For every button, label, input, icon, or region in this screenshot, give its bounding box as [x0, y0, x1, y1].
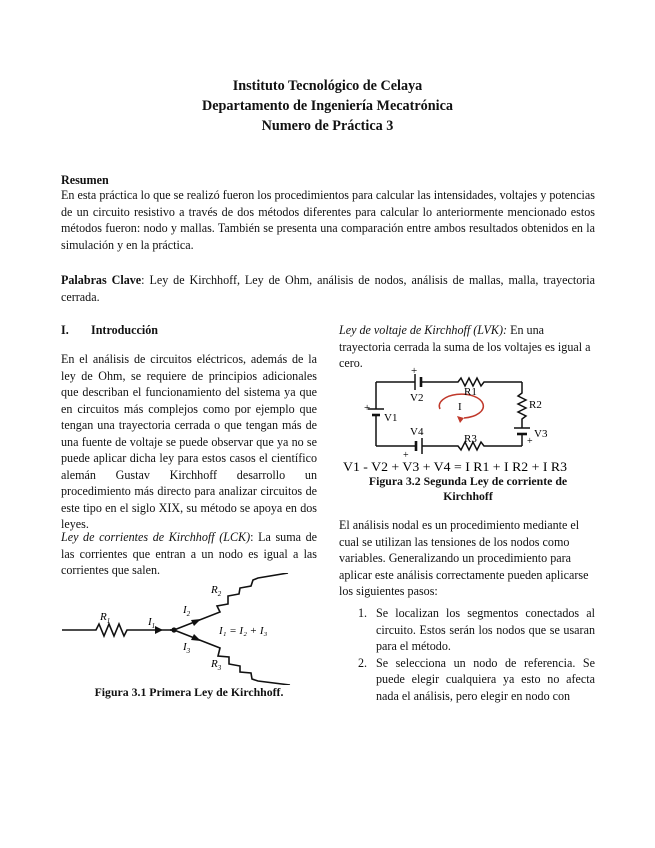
fig1-wire-r2: [174, 573, 288, 630]
fig2-label-v3: V3: [534, 428, 548, 440]
keywords-label: Palabras Clave: [61, 273, 142, 287]
fig1-equation: I₁ = I₂ + I₃: [219, 625, 268, 637]
svg-text:R2: [210, 584, 222, 598]
fig1-arrow-i3: [191, 634, 201, 641]
section-number: I.: [61, 323, 69, 337]
fig2-label-v1-plus: +: [364, 402, 371, 414]
lck-paragraph: [61, 529, 317, 579]
fig1-wire-r3: [174, 630, 290, 685]
fig1-label-i1: I: [148, 616, 152, 628]
svg-text:R1: [99, 611, 110, 625]
nodal-step-2: [339, 655, 595, 705]
figure-kvl-circuit: [340, 366, 596, 476]
fig2-r2: [518, 382, 526, 428]
fig2-label-v2-plus: +: [411, 366, 418, 377]
lvk-paragraph: [339, 322, 595, 372]
fig2-label-r1: R1: [464, 386, 477, 398]
abstract-text: En esta práctica lo que se realizó fueron los procedimientos para calcular las intensidades, voltajes y potencias de un circuito resistivo a través de dos métodos diferentes para calcular lo anteriormente mencionado estos métodos fueron: nodo y mallas. También se presenta una comparación entre ambos resultados obtenidos en la simulación y en la práctica.: [61, 188, 595, 252]
fig2-label-v1: V1: [384, 412, 398, 424]
fig2-label-v4-plus: +: [403, 450, 409, 461]
nodal-step-2-text: Se selecciona un nodo de referencia. Se puede elegir cualquiera ya esto no afecta nada el análisis, pero elegir en nodo con: [376, 655, 595, 703]
intro-paragraph: En el análisis de circuitos eléctricos, además de la ley de Ohm, se requiere de principios adicionales que describan el funcionamiento del sistema ya que en circuitos más complejos como por ejemplo que tengan una trayectoria cerrada o que tengan más de una fuente de voltaje se puede observar que ya no se puede aplicar dicha ley para estos casos el científico alemán Gustav Kirchhoff desarrollo un procedimiento más directo para analizar circuitos de este tipo en el siglo XIX, su método se apoya en dos leyes.: [61, 352, 317, 531]
svg-text:I1: [147, 616, 155, 630]
lvk-text: En una trayectoria cerrada la suma de los voltajes es igual a cero.: [339, 323, 591, 370]
nodal-step-1: [339, 605, 595, 655]
fig1-label-r1: R: [100, 611, 107, 623]
fig1-label-i2-sub: 2: [186, 610, 191, 618]
lvk-term: Ley de voltaje de Kirchhoff (LVK):: [339, 323, 508, 337]
fig2-label-v3-plus: +: [527, 436, 533, 447]
practice-title: Numero de Práctica 3: [261, 118, 394, 134]
lck-text: : La suma de las corrientes que entran a un nodo es igual a las corrientes que salen.: [61, 530, 317, 577]
institution-title: Instituto Tecnológico de Celaya: [232, 78, 423, 94]
nodal-step-1-number: 1.: [358, 606, 368, 620]
fig2-current-arrowhead: [457, 416, 464, 423]
fig1-node: [171, 627, 176, 632]
figure1-caption: Figura 3.1 Primera Ley de Kirchhoff.: [94, 685, 284, 699]
fig1-label-r3: R: [211, 658, 218, 670]
fig1-label-r2-sub: 2: [217, 590, 222, 598]
fig1-label-r1-sub: 1: [106, 617, 111, 625]
nodal-steps-list: [339, 605, 595, 704]
fig2-r1: [421, 378, 522, 386]
abstract-heading: Resumen: [61, 173, 109, 187]
fig1-label-r2: R: [211, 584, 218, 596]
svg-text:I2: [182, 604, 191, 618]
nodal-paragraph: El análisis nodal es un procedimiento mediante el cual se utilizan las tensiones de los nodos como variables. Generalizando un procedimiento para aplicar este análisis correctamente pueden aplicarse los siguientes pasos:: [339, 518, 589, 598]
figure2-caption-line1: Figura 3.2 Segunda Ley de corriente de: [368, 474, 568, 488]
nodal-step-1-text: Se localizan los segmentos conectados al circuito. Estos serán los nodos que se usaran para el método.: [376, 606, 595, 653]
figure2-caption-line2: Kirchhoff: [443, 489, 493, 503]
department-title: Departamento de Ingeniería Mecatrónica: [202, 98, 453, 114]
fig2-label-i: I: [458, 401, 462, 413]
fig2-label-v4: V4: [410, 426, 424, 438]
fig1-label-r3-sub: 3: [217, 664, 222, 672]
fig1-label-i3: I: [183, 641, 187, 653]
svg-text:I3: [182, 641, 191, 655]
fig2-label-r2: R2: [529, 399, 542, 411]
fig1-label-i2: I: [183, 604, 187, 616]
section-title: Introducción: [91, 323, 158, 337]
nodal-step-2-number: 2.: [358, 655, 368, 670]
keywords-text: : Ley de Kirchhoff, Ley de Ohm, análisis de nodos, análisis de mallas, malla, trayectoria cerrada.: [61, 273, 595, 304]
fig2-label-r3: R3: [464, 433, 477, 445]
fig2-equation: V1 - V2 + V3 + V4 = I R1 + I R2 + I R3: [343, 460, 567, 474]
figure-kcl-diagram: [60, 573, 320, 685]
fig1-label-i1-sub: 1: [151, 622, 156, 630]
lck-term: Ley de corrientes de Kirchhoff (LCK): [61, 530, 251, 544]
svg-text:R3: [210, 658, 222, 672]
fig1-label-i3-sub: 3: [186, 647, 191, 655]
fig2-label-v2: V2: [410, 392, 424, 404]
keywords-paragraph: [61, 272, 595, 305]
fig1-arrow-i2: [191, 619, 201, 626]
fig1-arrow-i1: [155, 626, 163, 634]
